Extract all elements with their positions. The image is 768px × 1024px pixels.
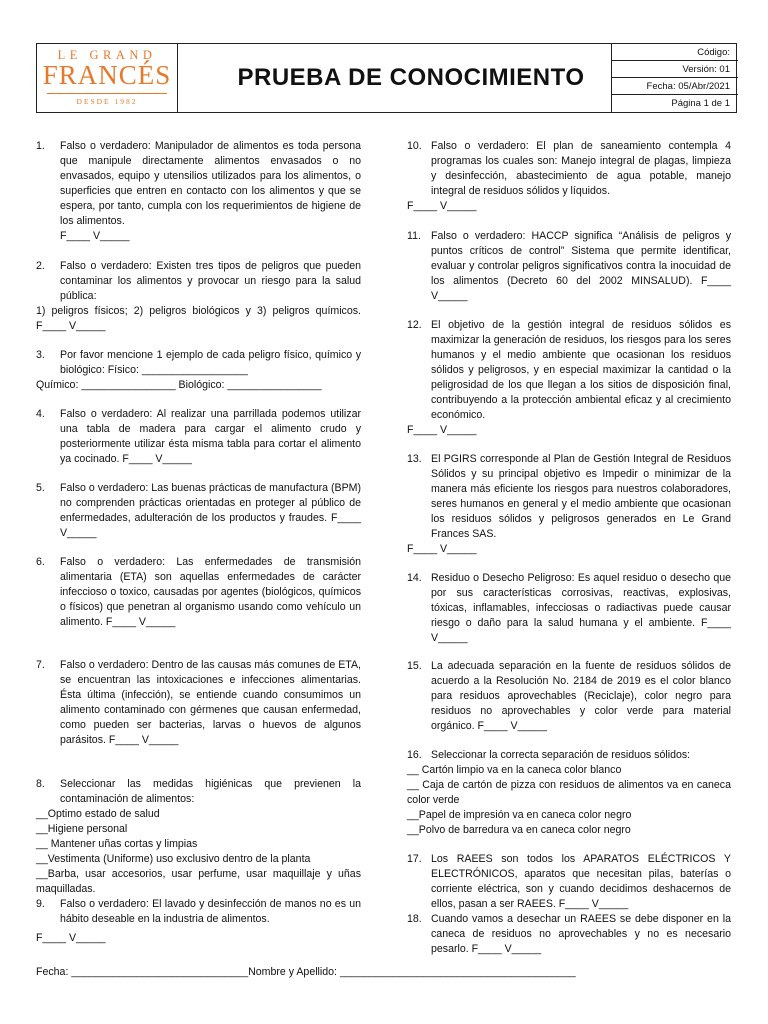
question-7-block: [36, 658, 361, 748]
question-16-text: Seleccionar la correcta separación de residuos sólidos:: [431, 749, 691, 761]
question-10-answer[interactable]: F____ V_____: [407, 200, 477, 212]
question-3: 3. Por favor mencione 1 ejemplo de cada peligro físico, químico y biológico: Físico: __________________: [36, 349, 361, 376]
logo-sub-text: DESDE 1982: [76, 97, 138, 106]
question-8-option[interactable]: __ Mantener uñas cortas y limpias: [36, 838, 198, 850]
question-8-option[interactable]: __Optimo estado de salud: [36, 808, 160, 820]
question-7-text[interactable]: Falso o verdadero: Dentro de las causas más comunes de ETA, se encuentran las intoxicaciones e infecciones alimentarias. Ésta última (infección), se entiende cuando consumimos un alimento contaminado con gérmenes que causan enfermedad, como pueden ser bacterias, larvas o huevos de algunos parásitos. F____ V_____: [60, 659, 361, 746]
signature-footer[interactable]: Fecha: ______________________________Nombre y Apellido: ________________________________________: [36, 966, 576, 978]
meta-pagina: Página 1 de 1: [671, 98, 730, 109]
question-12-block: [407, 318, 731, 438]
document-title: PRUEBA DE CONOCIMIENTO: [237, 64, 585, 91]
question-18-text[interactable]: Cuando vamos a desechar un RAEES se debe disponer en la caneca de residuos no aprovechables y no es necesario pesarlo. F____ V_____: [431, 913, 731, 955]
question-5-text[interactable]: Falso o verdadero: Las buenas prácticas de manufactura (BPM) no comprenden prácticas orientadas en proteger al público de enfermedades, adulteración de los productos y fraudes. F____ V_____: [60, 482, 361, 539]
question-16-option[interactable]: __Papel de impresión va en caneca color negro: [407, 809, 632, 821]
question-13-block: [407, 452, 731, 557]
question-8-option[interactable]: __Vestimenta (Uniforme) uso exclusivo dentro de la planta: [36, 853, 311, 865]
question-11-text[interactable]: Falso o verdadero: HACCP significa “Análisis de peligros y puntos críticos de control” Sistema que permite identificar, evaluar y controlar peligros significativos contra la inocuidad de los alimentos (Decreto 60 del 2002 MINSALUD). F____ V_____: [431, 230, 731, 302]
question-12-answer[interactable]: F____ V_____: [407, 424, 477, 436]
question-1: 1. Falso o verdadero: Manipulador de alimentos es toda persona que manipule directamente alimentos envasados o no envasados, equipo y utensilios utilizados para los alimentos, o superficies que entren en contacto con los alimentos y que se espera, por tanto, cumpla con los requerimientos de higiene de los alimentos. F____ V_____: [36, 140, 361, 242]
question-4-block: [36, 407, 361, 467]
question-15-text[interactable]: La adecuada separación en la fuente de residuos sólidos de acuerdo a la Resolución No. 2184 de 2019 es el color blanco para residuos aprovechables (Reciclaje), color negro para residuos no aprovechables y color verde para material orgánico. F____ V_____: [431, 660, 731, 732]
question-13: 13. El PGIRS corresponde al Plan de Gestión Integral de Residuos Sólidos y su principal objetivo es Impedir o minimizar de la manera más eficiente los riesgos para nuestros colaboradores, seres humanos en general y el medio ambiente que ocasionan los residuos sólidos y peligrosos generados en Le Grand Frances SAS.: [407, 453, 731, 540]
question-1-text: Falso o verdadero: Manipulador de alimentos es toda persona que manipule directamente alimentos envasados o no envasados, equipo y utensilios utilizados para los alimentos, o superficies que entren en contacto con los alimentos y que se espera, por tanto, cumpla con los requerimientos de higiene de los alimentos.: [60, 140, 361, 227]
question-6-block: [36, 555, 361, 630]
meta-version: Versión: 01: [612, 61, 738, 78]
question-11: 11. Falso o verdadero: HACCP significa “Análisis de peligros y puntos críticos de control” Sistema que permite identificar, evaluar y controlar peligros significativos contra la inocuidad de los alimentos (Decreto 60 del 2002 MINSALUD). F____ V_____: [407, 230, 731, 302]
question-9: 9. Falso o verdadero: El lavado y desinfección de manos no es un hábito deseable en la industria de alimentos.: [36, 898, 361, 925]
question-2-text: Falso o verdadero: Existen tres tipos de peligros que pueden contaminar los alimentos y provocar un riesgo para la salud pública:: [60, 260, 361, 302]
meta-codigo: Código:: [612, 44, 738, 61]
question-14-block: [407, 571, 731, 646]
question-3-block: [36, 348, 361, 393]
question-14: 14. Residuo o Desecho Peligroso: Es aquel residuo o desecho que por sus características corrosivas, reactivas, explosivas, tóxicas, inflamables, infecciosas o radiactivas puede causar riesgo o daño para la salud humana y el ambiente. F____ V_____: [407, 572, 731, 644]
question-3-extra[interactable]: Químico: ________________ Biológico: ________________: [36, 379, 322, 391]
question-16: 16. Seleccionar la correcta separación de residuos sólidos:: [407, 748, 731, 763]
question-6: 6. Falso o verdadero: Las enfermedades de transmisión alimentaria (ETA) son aquellas enfermedades de carácter infeccioso o toxico, causadas por agentes (biológicos, químicos o físicos) que penetran al organismo usando como vehículo un alimento. F____ V_____: [36, 556, 361, 628]
question-16-block: [407, 748, 731, 838]
question-11-block: [407, 229, 731, 304]
question-9-answer[interactable]: F____ V_____: [36, 932, 106, 944]
question-13-answer[interactable]: F____ V_____: [407, 543, 477, 555]
question-3-text[interactable]: Por favor mencione 1 ejemplo de cada peligro físico, químico y biológico: Físico: __________________: [60, 349, 361, 376]
question-12-text: El objetivo de la gestión integral de residuos sólidos es maximizar la generación de residuos, los riesgos para los seres humanos y el medio ambiente que ocasionan los residuos sólidos y peligrosos, y en especial maximizar la cantidad o la peligrosidad de los que llegan a los sitios de disposición final, contribuyendo a la protección ambiental eficaz y al crecimiento económico.: [431, 319, 731, 421]
question-16-option[interactable]: __Polvo de barredura va en caneca color negro: [407, 824, 631, 836]
question-8-text: Seleccionar las medidas higiénicas que previenen la contaminación de alimentos:: [60, 778, 361, 805]
question-9-text: Falso o verdadero: El lavado y desinfección de manos no es un hábito deseable en la industria de alimentos.: [60, 898, 361, 925]
question-4: 4. Falso o verdadero: Al realizar una parrillada podemos utilizar una tabla de madera para cargar el alimento crudo y posteriormente utilizar ésta misma tabla para cortar el alimento ya cocinado. F____ V_____: [36, 408, 361, 465]
meta-fecha: Fecha: 05/Abr/2021: [612, 78, 738, 95]
question-8-option[interactable]: __Higiene personal: [36, 823, 128, 835]
question-2-block: [36, 259, 361, 334]
question-17-block: [407, 852, 731, 957]
question-10: 10. Falso o verdadero: El plan de saneamiento contempla 4 programas los cuales son: Manejo integral de plagas, limpieza y desinfección, abastecimiento de agua potable, manejo integral de residuos sólidos y líquidos.: [407, 140, 731, 197]
question-1-answer[interactable]: F____ V_____: [60, 230, 130, 242]
question-16-option[interactable]: __ Caja de cartón de pizza con residuos de alimentos va en caneca color verde: [407, 779, 731, 806]
question-18: 18. Cuando vamos a desechar un RAEES se debe disponer en la caneca de residuos no aprovechables y no es necesario pesarlo. F____ V_____: [407, 913, 731, 955]
question-8-option[interactable]: __Barba, usar accesorios, usar perfume, usar maquillaje y uñas maquilladas.: [36, 868, 361, 895]
question-10-block: [407, 139, 731, 214]
question-16-option[interactable]: __ Cartón limpio va en la caneca color blanco: [407, 764, 622, 776]
left-column: [36, 139, 361, 244]
question-8-block: [36, 777, 361, 946]
question-15: 15. La adecuada separación en la fuente de residuos sólidos de acuerdo a la Resolución No. 2184 de 2019 es el color blanco para residuos aprovechables (Reciclaje), color negro para residuos no aprovechables y color verde para material orgánico. F____ V_____: [407, 660, 731, 732]
question-14-text[interactable]: Residuo o Desecho Peligroso: Es aquel residuo o desecho que por sus características corrosivas, reactivas, explosivas, tóxicas, inflamables, infecciosas o radiactivas puede causar riesgo o daño para la salud humana y el ambiente. F____ V_____: [431, 572, 731, 644]
question-13-text: El PGIRS corresponde al Plan de Gestión Integral de Residuos Sólidos y su principal objetivo es Impedir o minimizar de la manera más eficiente los riesgos para nuestros colaboradores, seres humanos en general y el medio ambiente que ocasionan los residuos sólidos y peligrosos generados en Le Grand Frances SAS.: [431, 453, 731, 540]
logo-divider: [47, 93, 167, 94]
company-logo: [37, 44, 178, 112]
question-10-text: Falso o verdadero: El plan de saneamiento contempla 4 programas los cuales son: Manejo integral de plagas, limpieza y desinfección, abastecimiento de agua potable, manejo integral de residuos sólidos y líquidos.: [431, 140, 731, 197]
logo-main-text: FRANCÉS: [42, 60, 172, 90]
question-5: 5. Falso o verdadero: Las buenas prácticas de manufactura (BPM) no comprenden prácticas orientadas en proteger al público de enfermedades, adulteración de los productos y fraudes. F____ V_____: [36, 482, 361, 539]
question-17-text[interactable]: Los RAEES son todos los APARATOS ELÉCTRICOS Y ELECTRÓNICOS, aparatos que necesitan pilas, baterías o corriente eléctrica, son y cuando decidimos deshacernos de ellos, pasan a ser RAEES. F____ V_____: [431, 853, 731, 910]
question-8: 8. Seleccionar las medidas higiénicas que previenen la contaminación de alimentos:: [36, 778, 361, 805]
document-meta: [611, 44, 738, 112]
question-12: 12. El objetivo de la gestión integral de residuos sólidos es maximizar la generación de residuos, los riesgos para los seres humanos y el medio ambiente que ocasionan los residuos sólidos y peligrosos, y en especial maximizar la cantidad o la peligrosidad de los que llegan a los sitios de disposición final, contribuyendo a la protección ambiental eficaz y al crecimiento económico.: [407, 319, 731, 421]
question-7: 7. Falso o verdadero: Dentro de las causas más comunes de ETA, se encuentran las intoxicaciones e infecciones alimentarias. Ésta última (infección), se entiende cuando consumimos un alimento contaminado con gérmenes que causan enfermedad, como pueden ser bacterias, larvas o huevos de algunos parásitos. F____ V_____: [36, 659, 361, 746]
question-2-extra[interactable]: 1) peligros físicos; 2) peligros biológicos y 3) peligros químicos. F____ V_____: [36, 305, 361, 332]
question-4-text[interactable]: Falso o verdadero: Al realizar una parrillada podemos utilizar una tabla de madera para cargar el alimento crudo y posteriormente utilizar ésta misma tabla para cortar el alimento ya cocinado. F____ V_____: [60, 408, 361, 465]
document-header: [36, 43, 737, 113]
question-5-block: [36, 481, 361, 541]
question-15-block: [407, 659, 731, 734]
question-17: 17. Los RAEES son todos los APARATOS ELÉCTRICOS Y ELECTRÓNICOS, aparatos que necesitan pilas, baterías o corriente eléctrica, son y cuando decidimos deshacernos de ellos, pasan a ser RAEES. F____ V_____: [407, 853, 731, 910]
question-6-text[interactable]: Falso o verdadero: Las enfermedades de transmisión alimentaria (ETA) son aquellas enfermedades de carácter infeccioso o toxico, causadas por agentes (biológicos, químicos o físicos) que penetran al organismo usando como vehículo un alimento. F____ V_____: [60, 556, 361, 628]
logo-top-text: LE GRAND: [57, 48, 157, 62]
question-2: 2. Falso o verdadero: Existen tres tipos de peligros que pueden contaminar los alimentos y provocar un riesgo para la salud pública:: [36, 260, 361, 302]
